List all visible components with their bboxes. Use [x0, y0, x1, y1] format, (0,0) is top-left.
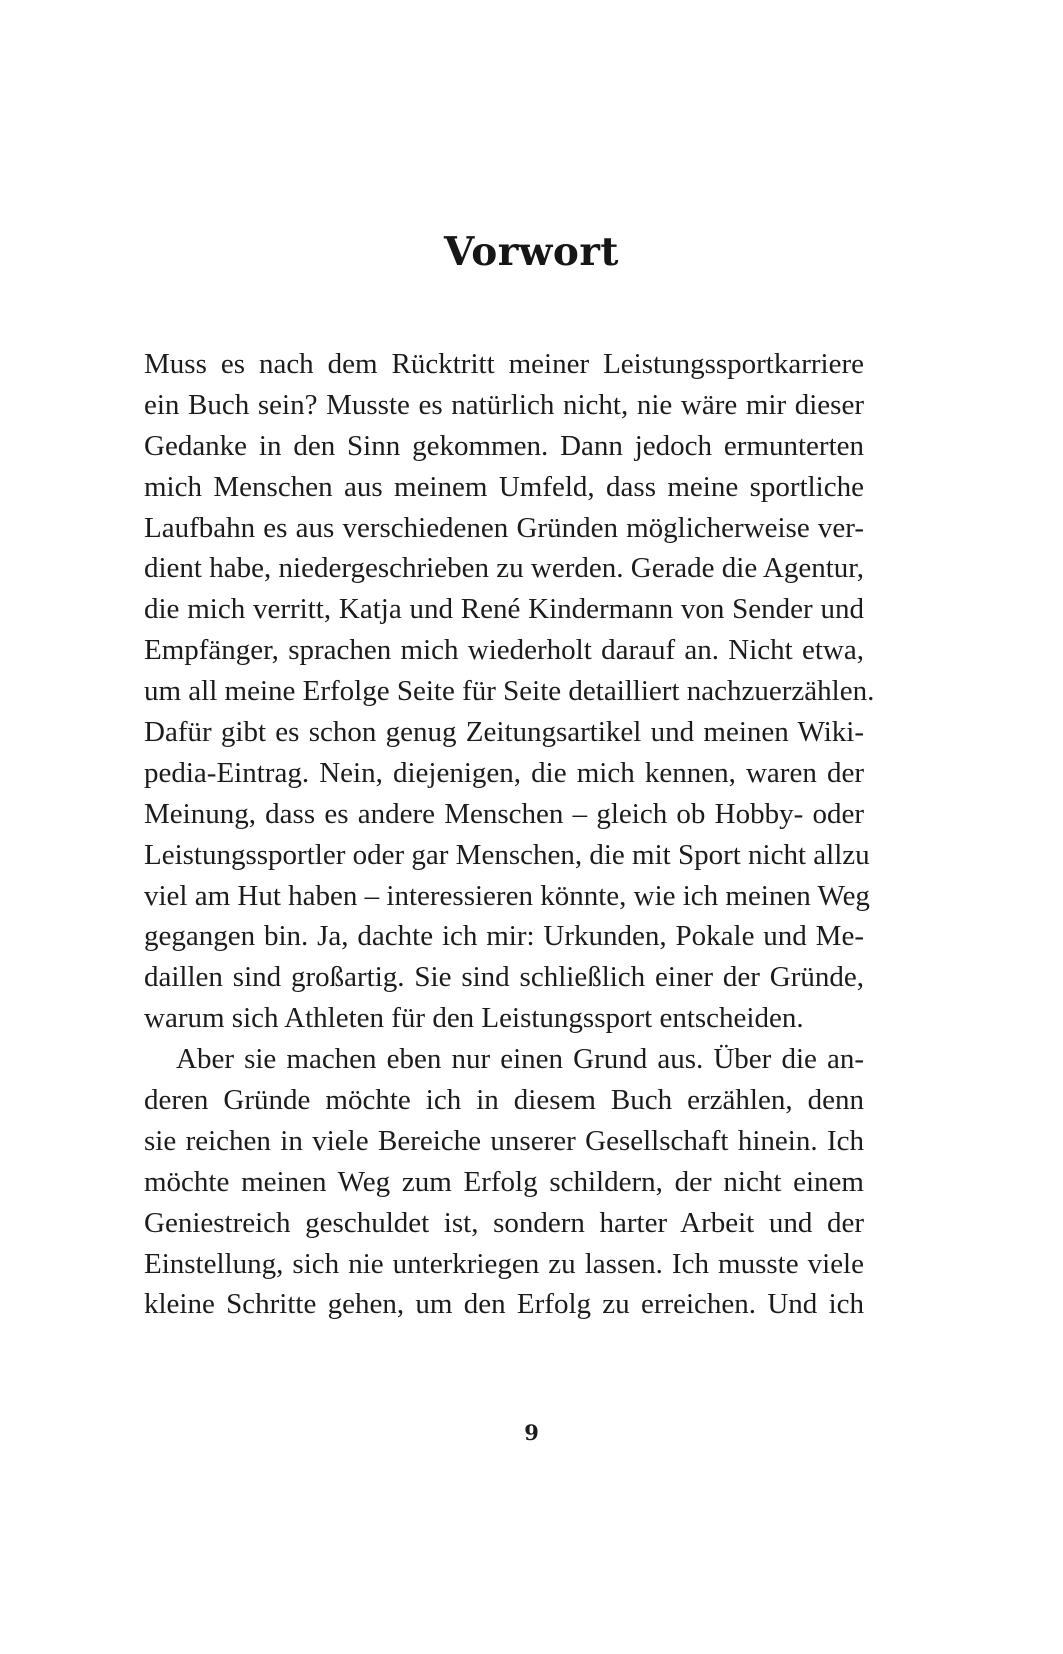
text-line: sie reichen in viele Bereiche unserer Gesellschaft hinein. Ich: [144, 1124, 864, 1157]
paragraph-1: [144, 344, 875, 1039]
text-line: Geniestreich geschuldet ist, sondern harter Arbeit und der: [144, 1206, 864, 1239]
text-line: gegangen bin. Ja, dachte ich mir: Urkunden, Pokale und Me-: [144, 920, 864, 953]
text-line: mich Menschen aus meinem Umfeld, dass meine sportliche: [144, 470, 864, 503]
text-line: deren Gründe möchte ich in diesem Buch erzählen, denn: [144, 1084, 864, 1117]
text-line: möchte meinen Weg zum Erfolg schildern, der nicht einem: [144, 1165, 864, 1198]
body-text: [144, 344, 875, 1325]
text-line: kleine Schritte gehen, um den Erfolg zu erreichen. Und ich: [144, 1288, 864, 1321]
text-line: viel am Hut haben – interessieren könnte, wie ich meinen Weg: [144, 879, 870, 912]
text-line: die mich verritt, Katja und René Kindermann von Sender und: [144, 593, 864, 626]
text-line: daillen sind großartig. Sie sind schließlich einer der Gründe,: [144, 961, 864, 994]
text-line: Aber sie machen eben nur einen Grund aus. Über die an-: [176, 1043, 864, 1076]
text-line: Einstellung, sich nie unterkriegen zu lassen. Ich musste viele: [144, 1247, 864, 1280]
text-line: dient habe, niedergeschrieben zu werden. Gerade die Agentur,: [144, 552, 864, 585]
text-line: Muss es nach dem Rücktritt meiner Leistungssportkarriere: [144, 348, 864, 380]
text-line: warum sich Athleten für den Leistungssport entscheiden.: [144, 1002, 804, 1035]
paragraph-2: [144, 1039, 864, 1325]
chapter-title: Vorwort: [444, 229, 619, 275]
text-line: Leistungssportler oder gar Menschen, die mit Sport nicht allzu: [144, 838, 870, 871]
text-line: Gedanke in den Sinn gekommen. Dann jedoch ermunterten: [144, 429, 864, 462]
text-line: ein Buch sein? Musste es natürlich nicht, nie wäre mir dieser: [144, 388, 864, 421]
text-line: Laufbahn es aus verschiedenen Gründen möglicherweise ver-: [144, 511, 864, 544]
text-line: um all meine Erfolge Seite für Seite detailliert nachzuerzählen.: [144, 675, 875, 708]
text-line: Dafür gibt es schon genug Zeitungsartikel und meinen Wiki-: [144, 716, 864, 749]
page-number: 9: [524, 1420, 539, 1445]
text-line: pedia-Eintrag. Nein, diejenigen, die mich kennen, waren der: [144, 756, 864, 789]
text-line: Empfänger, sprachen mich wiederholt darauf an. Nicht etwa,: [144, 634, 864, 667]
text-line: Meinung, dass es andere Menschen – gleich ob Hobby- oder: [144, 797, 864, 830]
